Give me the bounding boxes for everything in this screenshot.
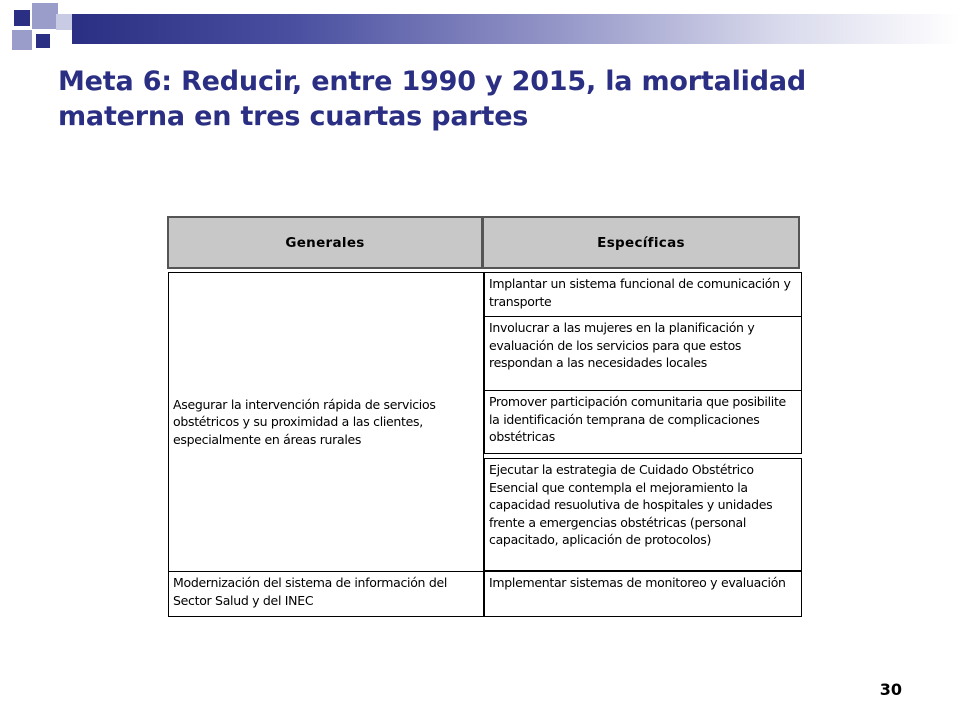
specific-cell: Implementar sistemas de monitoreo y evaluación (484, 571, 802, 617)
general-text: Asegurar la intervención rápida de servicios obstétricos y su proximidad a las clientes, especialmente en áreas rurales (173, 396, 436, 447)
header-especificas: Específicas (482, 216, 800, 269)
page-number: 30 (879, 680, 902, 699)
specific-cell: Implantar un sistema funcional de comunicación y transporte (484, 272, 802, 317)
decorative-square (32, 3, 58, 29)
general-cell (168, 272, 484, 572)
slide-title: Meta 6: Reducir, entre 1990 y 2015, la mortalidad materna en tres cuartas partes (58, 66, 807, 132)
specific-cell: Promover participación comunitaria que posibilite la identificación temprana de complicaciones obstétricas (484, 390, 802, 454)
general-cell (168, 571, 484, 617)
decorative-square (12, 30, 32, 50)
specific-cell: Ejecutar la estrategia de Cuidado Obstétrico Esencial que contempla el mejoramiento la capacidad resuolutiva de hospitales y unidades frente a emergencias obstétricas (personal capacitado, aplicación de protocolos) (484, 458, 802, 571)
specific-cell: Involucrar a las mujeres en la planificación y evaluación de los servicios para que estos respondan a las necesidades locales (484, 316, 802, 391)
header-gradient-bar (72, 14, 960, 44)
decorative-square (14, 10, 30, 26)
general-text: Modernización del sistema de información del Sector Salud y del INEC (173, 575, 448, 608)
decorative-square (36, 34, 50, 48)
header-generales: Generales (167, 216, 483, 269)
decorative-square (56, 14, 72, 30)
